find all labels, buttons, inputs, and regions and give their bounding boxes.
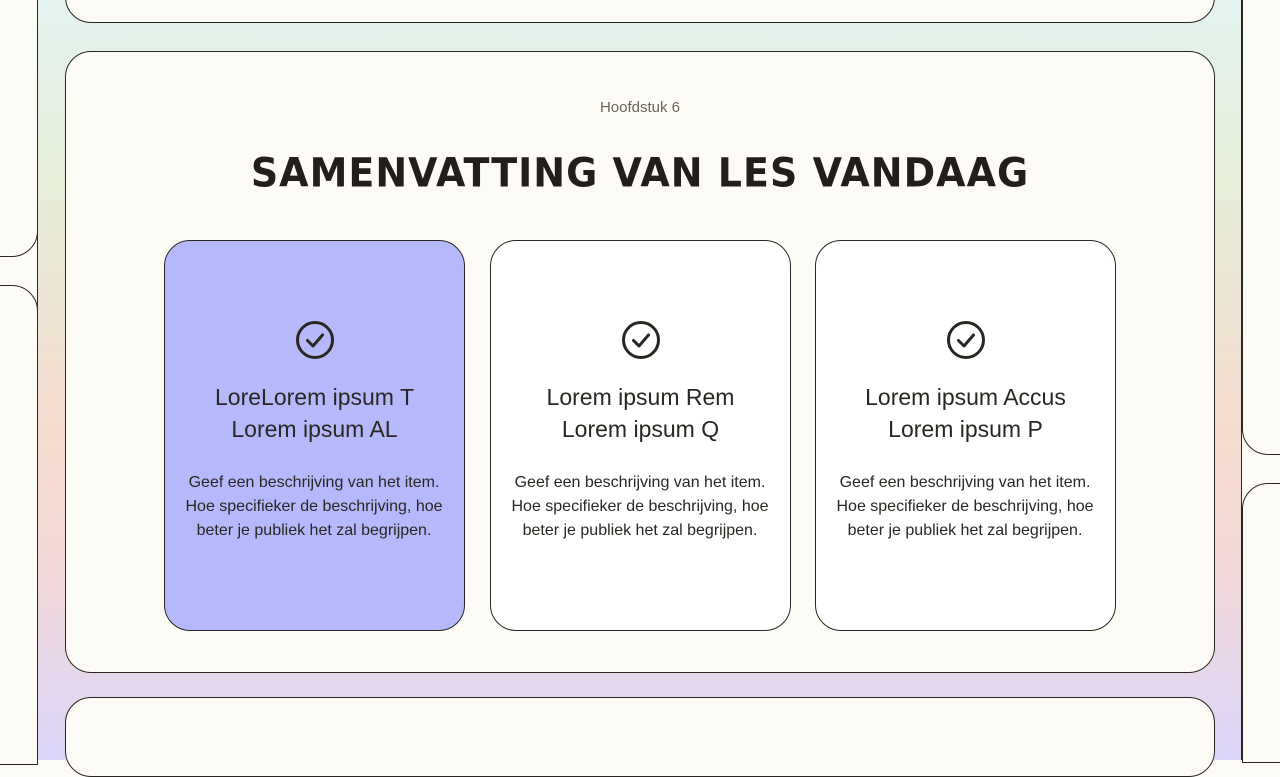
card-title-line-2: Lorem ipsum AL <box>231 416 398 442</box>
card-title <box>491 381 790 445</box>
card-title-line-2: Lorem ipsum Q <box>561 416 720 442</box>
card-title-line-1: Lorem ipsum Accus <box>865 384 1066 410</box>
summary-card[interactable] <box>490 240 791 631</box>
card-title-line-1: Lorem ipsum Rem <box>546 384 735 410</box>
card-description: Geef een beschrijving van het item. Hoe specifieker de beschrijving, hoe beter je publiek het zal begrijpen. <box>836 474 1094 539</box>
card-description: Geef een beschrijving van het item. Hoe specifieker de beschrijving, hoe beter je publiek het zal begrijpen. <box>185 474 443 539</box>
card-title-line-2: Lorem ipsum P <box>888 416 1043 442</box>
left-edge-tab-top <box>0 0 38 257</box>
chapter-label: Hoofdstuk 6 <box>599 99 681 116</box>
check-circle-icon <box>946 320 986 360</box>
right-edge-tab-top <box>1242 0 1280 455</box>
right-edge-tab-bottom <box>1242 483 1280 763</box>
card-title-line-1: LoreLorem ipsum T <box>215 384 414 410</box>
slide-title: SAMENVATTING VAN LES VANDAAG <box>250 149 1030 197</box>
previous-slide-panel[interactable] <box>65 0 1215 23</box>
summary-card[interactable] <box>164 240 465 631</box>
card-description: Geef een beschrijving van het item. Hoe specifieker de beschrijving, hoe beter je publiek het zal begrijpen. <box>511 474 769 539</box>
check-circle-icon <box>295 320 335 360</box>
left-edge-tab-bottom <box>0 285 38 765</box>
next-slide-panel[interactable] <box>65 697 1215 777</box>
card-title <box>816 381 1115 445</box>
current-slide-panel[interactable] <box>65 51 1215 673</box>
summary-card[interactable] <box>815 240 1116 631</box>
check-circle-icon <box>621 320 661 360</box>
card-title <box>165 381 464 445</box>
